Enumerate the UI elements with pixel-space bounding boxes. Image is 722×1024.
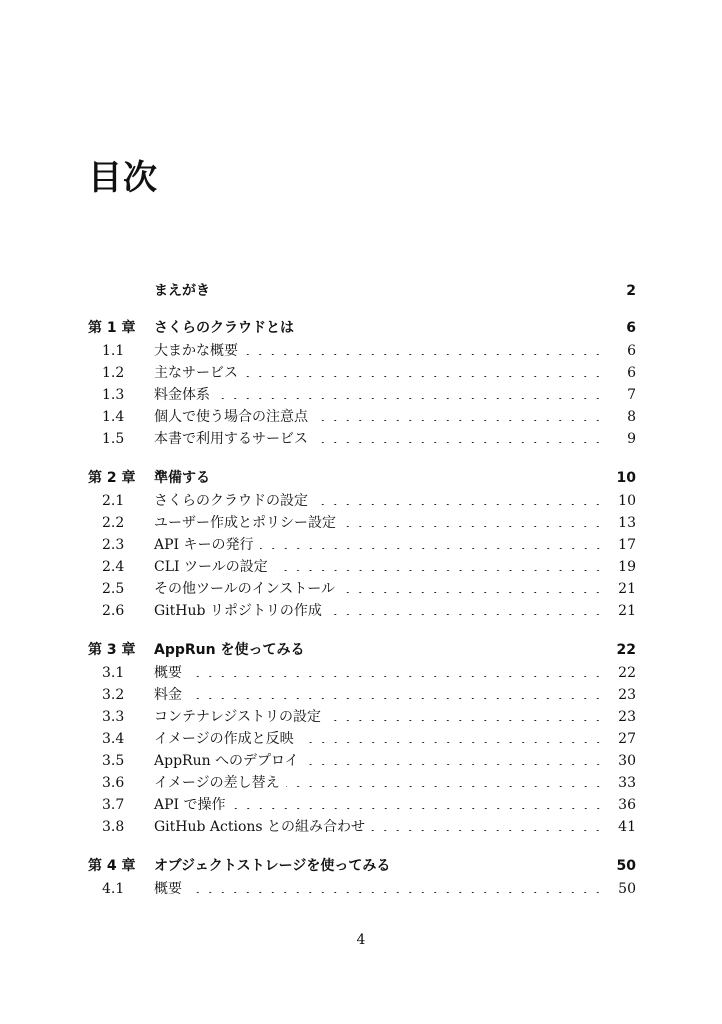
- toc-section-entry[interactable]: [88, 362, 636, 382]
- toc-entry-title: イメージの差し替え: [154, 775, 280, 791]
- toc-entry-page: 50: [616, 858, 636, 874]
- page-number: 4: [356, 932, 366, 948]
- toc-section-entry[interactable]: [88, 534, 636, 554]
- toc-entry-page: 19: [618, 559, 636, 575]
- toc-entry-title: 概要: [154, 665, 182, 681]
- toc-section-entry[interactable]: [88, 428, 636, 448]
- toc-entry-title: まえがき: [154, 283, 210, 299]
- toc-entry-number: 2.5: [102, 581, 125, 597]
- toc-entry-number: 1.4: [102, 409, 125, 425]
- toc-dot-leader: [274, 570, 604, 571]
- toc-dot-leader: [188, 892, 604, 893]
- toc-entry-page: 9: [627, 431, 636, 447]
- toc-entry-title: コンテナレジストリの設定: [154, 709, 321, 725]
- toc-entry-page: 22: [616, 642, 636, 658]
- toc-dot-leader: [232, 808, 604, 809]
- toc-section-entry[interactable]: [88, 878, 636, 898]
- toc-entry-page: 13: [618, 515, 636, 531]
- toc-entry-page: 36: [618, 797, 636, 813]
- toc-section-entry[interactable]: [88, 728, 636, 748]
- toc-entry-page: 21: [618, 603, 636, 619]
- toc-entry-page: 10: [616, 470, 636, 486]
- toc-entry-number: 1.2: [102, 365, 125, 381]
- toc-entry-number: 3.4: [102, 731, 125, 747]
- toc-chapter-entry[interactable]: [88, 639, 636, 659]
- toc-dot-leader: [188, 676, 604, 677]
- toc-dot-leader: [244, 376, 604, 377]
- toc-section-entry[interactable]: [88, 512, 636, 532]
- toc-entry-number: 3.6: [102, 775, 125, 791]
- toc-dot-leader: [314, 442, 604, 443]
- toc-entry-page: 6: [627, 365, 636, 381]
- toc-dot-leader: [314, 420, 604, 421]
- toc-entry-number: 2.4: [102, 559, 125, 575]
- toc-entry-page: 23: [618, 687, 636, 703]
- toc-section-entry[interactable]: [88, 384, 636, 404]
- toc-entry-page: 23: [618, 709, 636, 725]
- toc-entry-number: 2.2: [102, 515, 125, 531]
- toc-dot-leader: [300, 742, 604, 743]
- toc-entry-title: ユーザー作成とポリシー設定: [154, 515, 336, 531]
- toc-dot-leader: [286, 786, 604, 787]
- toc-dot-leader: [371, 830, 604, 831]
- toc-entry-title: オブジェクトストレージを使ってみる: [154, 858, 391, 874]
- toc-entry-number: 2.1: [102, 493, 125, 509]
- toc-section-entry[interactable]: [88, 772, 636, 792]
- toc-entry-page: 17: [618, 537, 636, 553]
- toc-entry-number: 第 4 章: [88, 858, 136, 874]
- toc-section-entry[interactable]: [88, 662, 636, 682]
- toc-dot-leader: [260, 548, 604, 549]
- toc-section-entry[interactable]: [88, 406, 636, 426]
- toc-chapter-entry[interactable]: [88, 280, 636, 300]
- toc-dot-leader: [341, 592, 604, 593]
- toc-dot-leader: [327, 720, 604, 721]
- toc-entry-title: 概要: [154, 881, 182, 897]
- toc-section-entry[interactable]: [88, 706, 636, 726]
- toc-dot-leader: [314, 504, 604, 505]
- toc-entry-title: イメージの作成と反映: [154, 731, 294, 747]
- toc-entry-page: 10: [618, 493, 636, 509]
- toc-entry-number: 3.5: [102, 753, 125, 769]
- toc-entry-page: 22: [618, 665, 636, 681]
- toc-entry-title: GitHub Actions との組み合わせ: [154, 819, 366, 835]
- toc-entry-title: その他ツールのインストール: [154, 581, 336, 597]
- toc-section-entry[interactable]: [88, 556, 636, 576]
- toc-entry-title: 本書で利用するサービス: [154, 431, 308, 447]
- toc-entry-page: 2: [626, 283, 636, 299]
- toc-dot-leader: [188, 698, 604, 699]
- toc-entry-title: AppRun を使ってみる: [154, 642, 305, 658]
- toc-entry-number: 1.1: [102, 343, 125, 359]
- toc-entry-title: 大まかな概要: [154, 343, 238, 359]
- toc-dot-leader: [216, 398, 604, 399]
- toc-entry-page: 6: [626, 320, 636, 336]
- toc-section-entry[interactable]: [88, 794, 636, 814]
- toc-chapter-entry[interactable]: [88, 855, 636, 875]
- toc-entry-number: 2.3: [102, 537, 125, 553]
- toc-entry-title: 主なサービス: [154, 365, 238, 381]
- toc-section-entry[interactable]: [88, 684, 636, 704]
- toc-entry-number: 3.1: [102, 665, 125, 681]
- toc-entry-number: 第 2 章: [88, 470, 136, 486]
- toc-section-entry[interactable]: [88, 816, 636, 836]
- toc-entry-page: 8: [627, 409, 636, 425]
- toc-dot-leader: [342, 526, 604, 527]
- toc-entry-number: 3.2: [102, 687, 125, 703]
- toc-entry-number: 2.6: [102, 603, 125, 619]
- toc-entry-page: 7: [627, 387, 636, 403]
- toc-entry-title: 準備する: [154, 470, 210, 486]
- toc-entry-number: 1.5: [102, 431, 125, 447]
- toc-dot-leader: [328, 614, 604, 615]
- toc-entry-page: 41: [618, 819, 636, 835]
- toc-entry-page: 30: [618, 753, 636, 769]
- toc-section-entry[interactable]: [88, 578, 636, 598]
- page-title: 目次: [88, 158, 158, 198]
- toc-chapter-entry[interactable]: [88, 317, 636, 337]
- toc-section-entry[interactable]: [88, 600, 636, 620]
- toc-entry-title: GitHub リポジトリの作成: [154, 603, 322, 619]
- toc-entry-page: 21: [618, 581, 636, 597]
- toc-entry-title: AppRun へのデプロイ: [154, 753, 299, 769]
- toc-entry-title: 料金: [154, 687, 182, 703]
- toc-entry-title: API キーの発行: [154, 537, 254, 553]
- toc-entry-number: 3.8: [102, 819, 125, 835]
- toc-entry-title: CLI ツールの設定: [154, 559, 268, 575]
- toc-dot-leader: [305, 764, 604, 765]
- toc-dot-leader: [244, 354, 604, 355]
- toc-entry-number: 第 1 章: [88, 320, 136, 336]
- toc-entry-page: 27: [618, 731, 636, 747]
- toc-entry-number: 1.3: [102, 387, 125, 403]
- toc-entry-number: 第 3 章: [88, 642, 136, 658]
- toc-entry-page: 50: [618, 881, 636, 897]
- toc-entry-title: 個人で使う場合の注意点: [154, 409, 308, 425]
- toc-section-entry[interactable]: [88, 340, 636, 360]
- toc-entry-number: 3.3: [102, 709, 125, 725]
- toc-entry-page: 6: [627, 343, 636, 359]
- toc-section-entry[interactable]: [88, 490, 636, 510]
- toc-entry-number: 4.1: [102, 881, 125, 897]
- toc-entry-title: さくらのクラウドの設定: [154, 493, 308, 509]
- toc-entry-page: 33: [618, 775, 636, 791]
- toc-entry-title: API で操作: [154, 797, 226, 813]
- toc-entry-title: さくらのクラウドとは: [154, 320, 294, 336]
- toc-entry-number: 3.7: [102, 797, 125, 813]
- toc-section-entry[interactable]: [88, 750, 636, 770]
- toc-chapter-entry[interactable]: [88, 467, 636, 487]
- toc-entry-title: 料金体系: [154, 387, 210, 403]
